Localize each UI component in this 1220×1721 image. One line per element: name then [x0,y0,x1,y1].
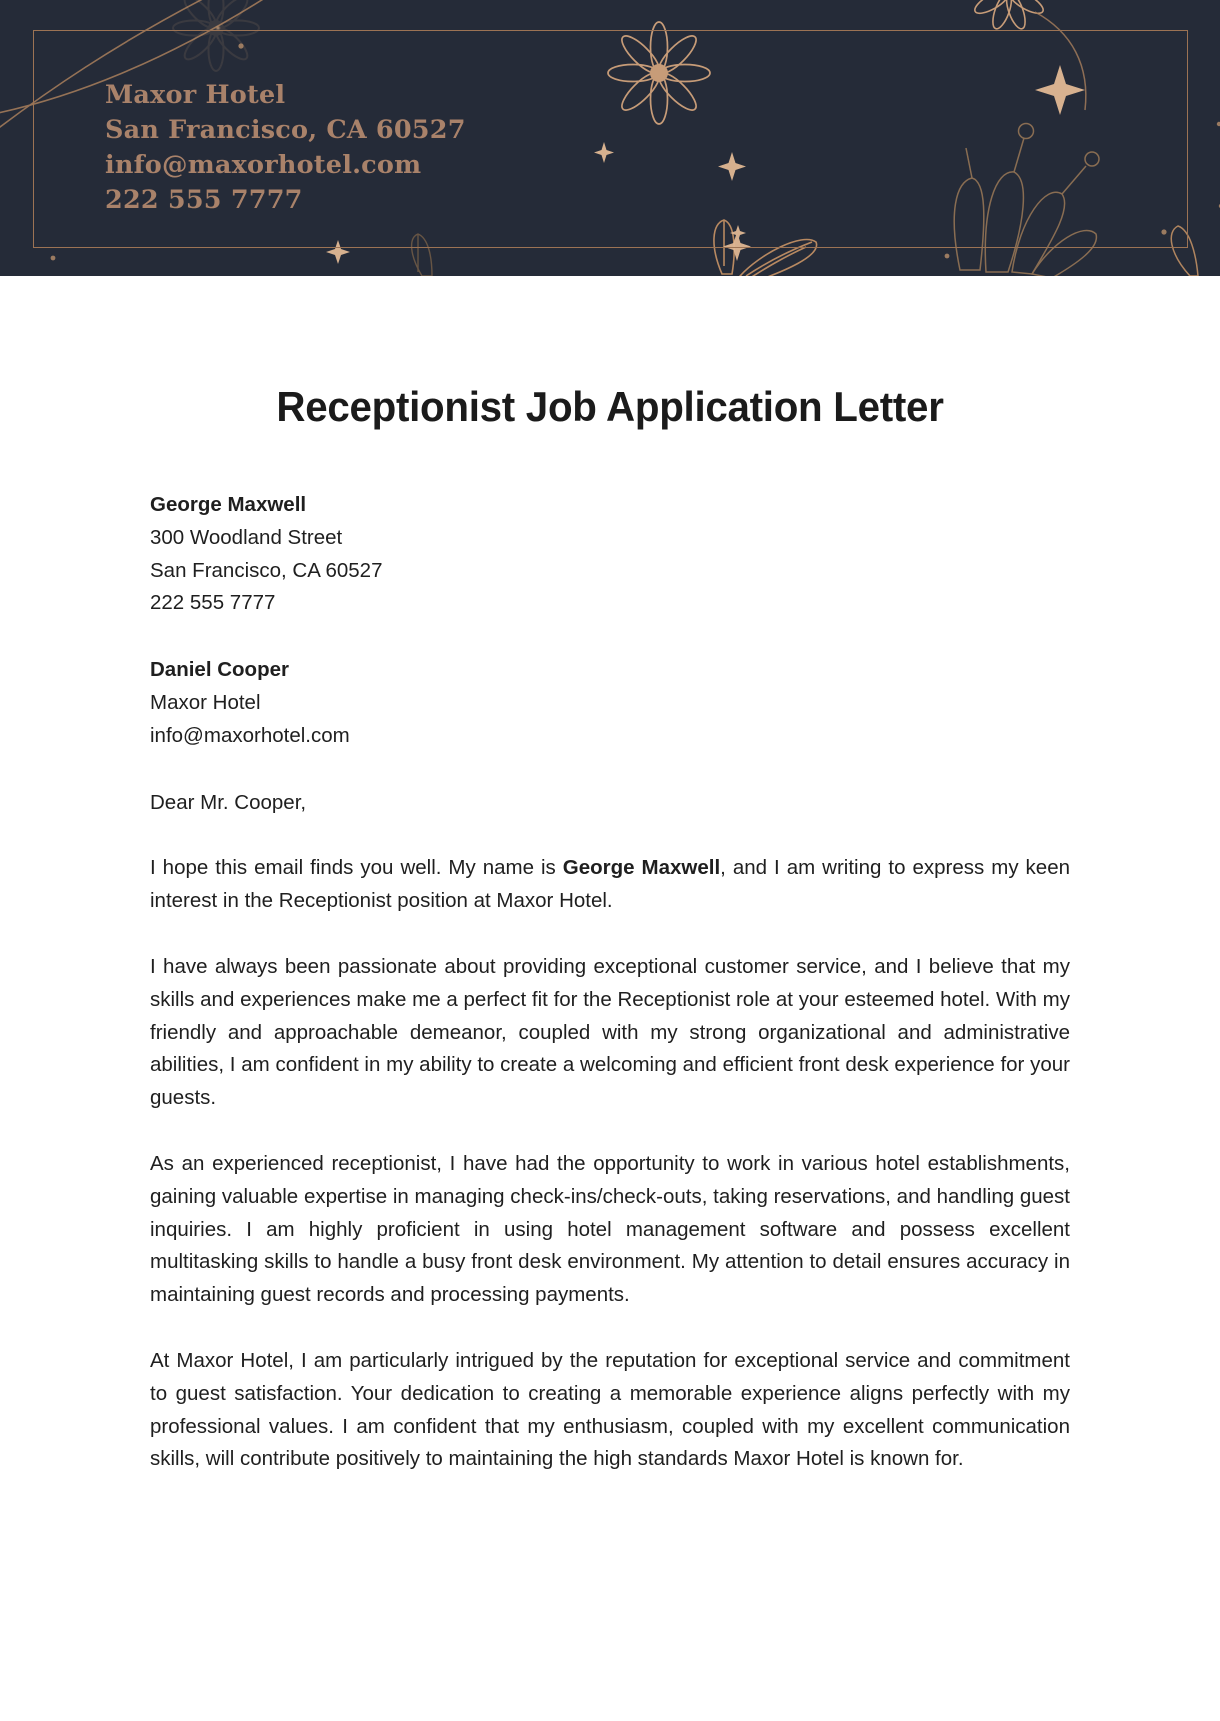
sender-address-block [150,489,1070,620]
sparkle-small-icon-3 [326,240,350,264]
page-title: Receptionist Job Application Letter [276,383,944,430]
recipient-company: Maxor Hotel [150,690,261,714]
paragraph-1-text-before: I hope this email finds you well. My name is [150,856,563,880]
sparkle-medium-icon [718,152,746,181]
sender-name: George Maxwell [150,493,307,516]
botanical-sprig-center-icon [714,220,817,276]
sender-phone: 222 555 7777 [150,591,276,615]
recipient-address-block [150,654,1070,752]
paragraph-1-text-after: , and I am writing to express my keen interest in the Receptionist position at Maxor Hotel. [150,856,1070,913]
applicant-name-emphasis: George Maxwell [562,856,721,880]
daisy-flower-icon [608,22,710,124]
company-name: Maxor Hotel [105,80,286,110]
company-address: San Francisco, CA 60527 [105,115,466,145]
botanical-fan-right-icon [954,124,1099,277]
letter-content [150,431,1070,1476]
faint-flower-icon [173,0,259,71]
sparkle-small-icon-4 [730,225,746,241]
botanical-sprig-edge-icon [1171,226,1198,276]
corner-flower-icon [969,0,1048,31]
body-paragraph-1 [150,852,1070,918]
document-body [0,276,1220,1476]
sender-street: 300 Woodland Street [150,525,343,549]
botanical-sprig-left-icon [412,234,432,276]
letterhead-banner [0,0,1220,276]
salutation: Dear Mr. Cooper, [150,790,307,814]
body-paragraph-4: At Maxor Hotel, I am particularly intrigued by the reputation for exceptional service and commitment to guest satisfaction. Your dedication to creating a memorable experience aligns perfectly with my professional values. I am confident that my enthusiasm, coupled with my excellent communication skills, will contribute positively to maintaining the high standards Maxor Hotel is known for. [150,1348,1070,1471]
body-paragraph-2: I have always been passionate about providing exceptional customer service, and I believe that my skills and experiences make me a perfect fit for the Receptionist role at your esteemed hotel. With my friendly and approachable demeanor, coupled with my strong organizational and administrative abilities, I am confident in my ability to create a welcoming and efficient front desk experience for your guests. [150,954,1070,1110]
body-paragraph-3: As an experienced receptionist, I have had the opportunity to work in various hotel establishments, gaining valuable expertise in managing check-ins/check-outs, taking reservations, and handling guest inquiries. I am highly proficient in using hotel management software and possess excellent multitasking skills to handle a busy front desk environment. My attention to detail ensures accuracy in maintaining guest records and processing payments. [150,1151,1070,1307]
corner-stem-line-icon [1035,12,1086,110]
recipient-email: info@maxorhotel.com [150,723,350,747]
sparkle-small-icon-2 [723,232,751,261]
recipient-name: Daniel Cooper [150,658,289,682]
company-email: info@maxorhotel.com [105,150,422,180]
sparkle-small-icon-1 [594,142,614,163]
company-contact-block [105,78,466,218]
company-phone: 222 555 7777 [105,185,303,215]
sparkle-large-icon [1035,65,1085,115]
sender-city-state-zip: San Francisco, CA 60527 [150,558,383,582]
